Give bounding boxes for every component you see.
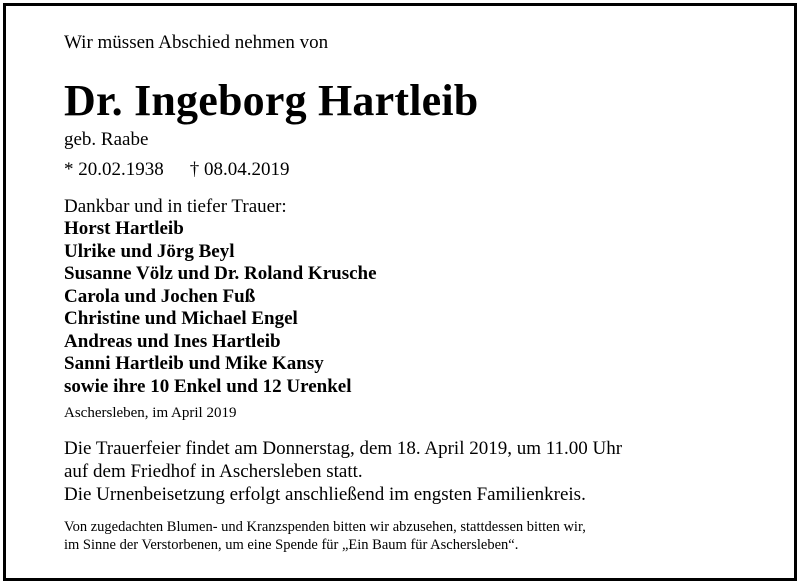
mourner-name: sowie ihre 10 Enkel und 12 Urenkel — [64, 375, 352, 397]
mourners-block — [64, 196, 377, 398]
intro-text: Wir müssen Abschied nehmen von — [64, 32, 329, 53]
donation-request — [64, 518, 586, 554]
mourner-name: Carola und Jochen Fuß — [64, 285, 256, 307]
ceremony-line: auf dem Friedhof in Aschersleben statt. — [64, 461, 363, 482]
donation-line: Von zugedachten Blumen- und Kranzspenden bitten wir abzusehen, stattdessen bitten wir, — [64, 519, 586, 535]
ceremony-line: Die Urnenbeisetzung erfolgt anschließend im engsten Familienkreis. — [64, 484, 586, 505]
mourner-name: Christine und Michael Engel — [64, 308, 298, 329]
deceased-name: Dr. Ingeborg Hartleib — [64, 76, 479, 125]
mourner-name: Sanni Hartleib und Mike Kansy — [64, 353, 324, 374]
mourner-name: Ulrike und Jörg Beyl — [64, 240, 235, 262]
maiden-name: geb. Raabe — [64, 129, 149, 150]
ceremony-line: Die Trauerfeier findet am Donnerstag, dem 18. April 2019, um 11.00 Uhr — [64, 438, 623, 459]
place-date: Aschersleben, im April 2019 — [64, 405, 237, 421]
mourner-name: Horst Hartleib — [64, 218, 184, 239]
mourner-name: Andreas und Ines Hartleib — [64, 330, 281, 352]
mourner-name: Susanne Völz und Dr. Roland Krusche — [64, 263, 377, 284]
ceremony-info — [64, 437, 622, 506]
donation-line: im Sinne der Verstorbenen, um eine Spende für „Ein Baum für Aschersleben“. — [64, 537, 519, 553]
life-dates — [64, 160, 290, 179]
birth-date: * 20.02.1938 — [64, 159, 164, 180]
mourners-intro: Dankbar und in tiefer Trauer: — [64, 196, 287, 217]
death-date: † 08.04.2019 — [189, 159, 290, 180]
